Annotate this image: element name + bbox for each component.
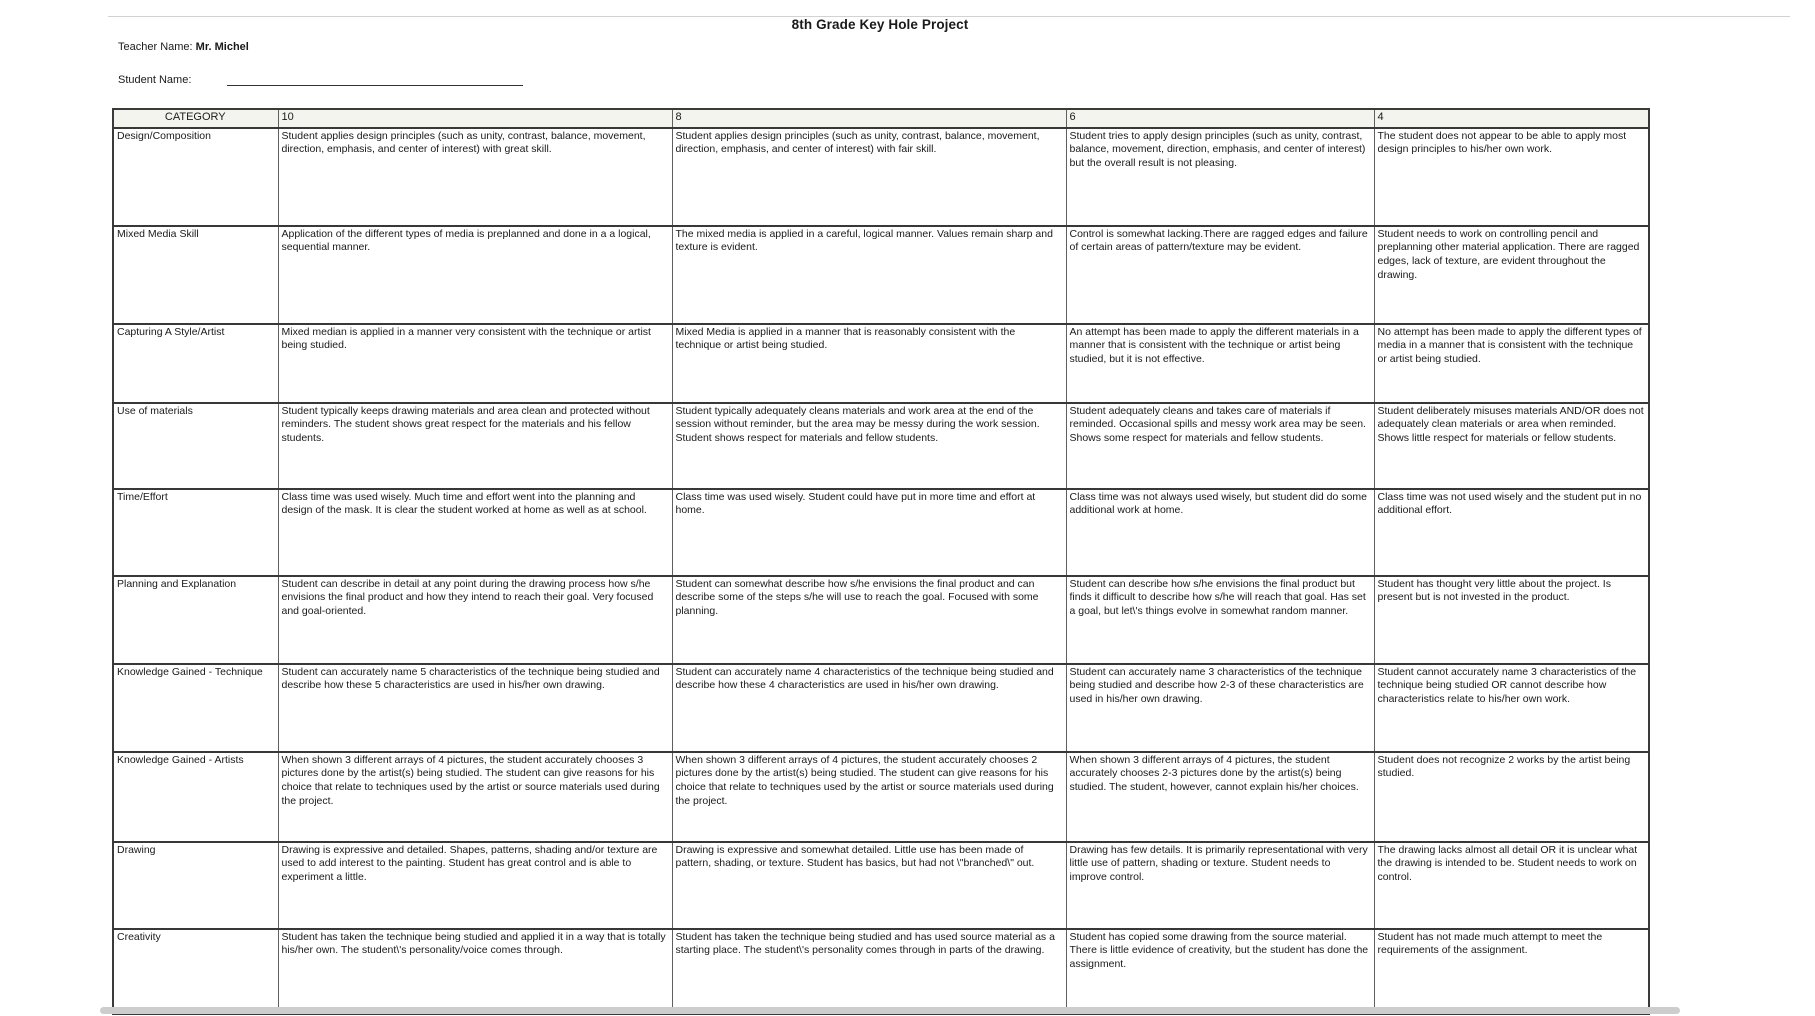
horizontal-scrollbar[interactable] — [100, 1007, 1680, 1014]
column-header-8: 8 — [672, 109, 1066, 128]
level-cell: Student has taken the technique being studied and has used source material as a starting place. The student\'s personality comes through in parts of the drawing. — [672, 929, 1066, 1014]
level-cell: The mixed media is applied in a careful, logical manner. Values remain sharp and texture is evident. — [672, 226, 1066, 324]
level-cell: The drawing lacks almost all detail OR it is unclear what the drawing is intended to be. Student needs to work on control. — [1374, 842, 1649, 929]
level-cell: Class time was not always used wisely, but student did do some additional work at home. — [1066, 489, 1374, 576]
category-cell: Mixed Media Skill — [113, 226, 278, 324]
level-cell: Student cannot accurately name 3 characteristics of the technique being studied OR cannot describe how characteristics relate to his/her own work. — [1374, 664, 1649, 752]
column-header-4: 4 — [1374, 109, 1649, 128]
category-cell: Knowledge Gained - Technique — [113, 664, 278, 752]
level-cell: The student does not appear to be able to apply most design principles to his/her own work. — [1374, 128, 1649, 226]
rubric-row — [113, 664, 1649, 752]
level-cell: Student typically keeps drawing materials and area clean and protected without reminders. The student shows great respect for the materials and his fellow students. — [278, 403, 672, 489]
student-name-blank-field — [227, 74, 523, 86]
rubric-row — [113, 226, 1649, 324]
level-cell: Drawing is expressive and somewhat detailed. Little use has been made of pattern, shading, or texture. Student has basics, but had not \"branched\" out. — [672, 842, 1066, 929]
category-cell: Planning and Explanation — [113, 576, 278, 664]
level-cell: Drawing has few details. It is primarily representational with very little use of pattern, shading or texture. Student needs to improve control. — [1066, 842, 1374, 929]
level-cell: An attempt has been made to apply the different materials in a manner that is consistent with the technique or artist being studied, but it is not effective. — [1066, 324, 1374, 403]
category-cell: Time/Effort — [113, 489, 278, 576]
level-cell: Student has copied some drawing from the source material. There is little evidence of creativity, but the student has done the assignment. — [1066, 929, 1374, 1014]
level-cell: Student needs to work on controlling pencil and preplanning other material application. There are ragged edges, lack of texture, are evident throughout the drawing. — [1374, 226, 1649, 324]
level-cell: Student has taken the technique being studied and applied it in a way that is totally his/her own. The student\'s personality/voice comes through. — [278, 929, 672, 1014]
student-name-label: Student Name: — [118, 74, 192, 86]
category-cell: Capturing A Style/Artist — [113, 324, 278, 403]
level-cell: Class time was used wisely. Much time and effort went into the planning and design of the mask. It is clear the student worked at home as well as at school. — [278, 489, 672, 576]
rubric-table-body — [113, 128, 1649, 1014]
level-cell: When shown 3 different arrays of 4 pictures, the student accurately chooses 2-3 pictures done by the artist(s) being studied. The student, however, cannot explain his/her choices. — [1066, 752, 1374, 842]
rubric-table-header — [113, 109, 1649, 128]
column-header-6: 6 — [1066, 109, 1374, 128]
teacher-name-line — [118, 41, 249, 53]
teacher-name-label: Teacher Name: — [118, 41, 193, 53]
category-cell: Drawing — [113, 842, 278, 929]
category-cell: Design/Composition — [113, 128, 278, 226]
rubric-row — [113, 489, 1649, 576]
level-cell: Mixed median is applied in a manner very consistent with the technique or artist being studied. — [278, 324, 672, 403]
rubric-header-row — [113, 109, 1649, 128]
level-cell: Student applies design principles (such as unity, contrast, balance, movement, direction, emphasis, and center of interest) with great skill. — [278, 128, 672, 226]
category-cell: Creativity — [113, 929, 278, 1014]
level-cell: When shown 3 different arrays of 4 pictures, the student accurately chooses 2 pictures done by the artist(s) being studied. The student can give reasons for his choice that relate to techniques used by the artist or source materials used during the project. — [672, 752, 1066, 842]
level-cell: Student can somewhat describe how s/he envisions the final product and can describe some of the steps s/he will use to reach the goal. Focused with some planning. — [672, 576, 1066, 664]
level-cell: Student deliberately misuses materials AND/OR does not adequately clean materials or area when reminded. Shows little respect for materials or fellow students. — [1374, 403, 1649, 489]
level-cell: Student can describe in detail at any point during the drawing process how s/he envisions the final product and how they intend to reach their goal. Very focused and goal-oriented. — [278, 576, 672, 664]
category-cell: Knowledge Gained - Artists — [113, 752, 278, 842]
student-name-line — [118, 74, 523, 86]
rubric-row — [113, 128, 1649, 226]
level-cell: When shown 3 different arrays of 4 pictures, the student accurately chooses 3 pictures done by the artist(s) being studied. The student can give reasons for his choice that relate to techniques used by the artist or source materials used during the project. — [278, 752, 672, 842]
level-cell: Student can accurately name 3 characteristics of the technique being studied and describe how 2-3 of these characteristics are used in his/her own drawing. — [1066, 664, 1374, 752]
rubric-row — [113, 929, 1649, 1014]
page-title: 8th Grade Key Hole Project — [791, 17, 969, 32]
rubric-table — [112, 108, 1650, 1015]
column-header-category: CATEGORY — [113, 109, 278, 128]
rubric-row — [113, 752, 1649, 842]
level-cell: Control is somewhat lacking.There are ragged edges and failure of certain areas of pattern/texture may be evident. — [1066, 226, 1374, 324]
level-cell: Student applies design principles (such as unity, contrast, balance, movement, direction, emphasis, and center of interest) with fair skill. — [672, 128, 1066, 226]
rubric-row — [113, 403, 1649, 489]
level-cell: Student adequately cleans and takes care of materials if reminded. Occasional spills and messy work area may be seen. Shows some respect for materials and fellow students. — [1066, 403, 1374, 489]
level-cell: Student can describe how s/he envisions the final product but finds it difficult to describe how s/he will reach that goal. Has set a goal, but let\'s things evolve in somewhat random manner. — [1066, 576, 1374, 664]
level-cell: Student has not made much attempt to meet the requirements of the assignment. — [1374, 929, 1649, 1014]
level-cell: Mixed Media is applied in a manner that is reasonably consistent with the technique or artist being studied. — [672, 324, 1066, 403]
level-cell: Student can accurately name 5 characteristics of the technique being studied and describe how these 5 characteristics are used in his/her own drawing. — [278, 664, 672, 752]
level-cell: Class time was used wisely. Student could have put in more time and effort at home. — [672, 489, 1066, 576]
level-cell: Student does not recognize 2 works by the artist being studied. — [1374, 752, 1649, 842]
teacher-name-value: Mr. Michel — [195, 41, 249, 53]
level-cell: Student has thought very little about the project. Is present but is not invested in the product. — [1374, 576, 1649, 664]
category-cell: Use of materials — [113, 403, 278, 489]
level-cell: Class time was not used wisely and the student put in no additional effort. — [1374, 489, 1649, 576]
column-header-10: 10 — [278, 109, 672, 128]
level-cell: Student typically adequately cleans materials and work area at the end of the session without reminder, but the area may be messy during the work session. Student shows respect for materials and fellow students. — [672, 403, 1066, 489]
level-cell: Student tries to apply design principles (such as unity, contrast, balance, movement, direction, emphasis, and center of interest) but the overall result is not pleasing. — [1066, 128, 1374, 226]
rubric-row — [113, 576, 1649, 664]
level-cell: Student can accurately name 4 characteristics of the technique being studied and describe how these 4 characteristics are used in his/her own drawing. — [672, 664, 1066, 752]
rubric-row — [113, 324, 1649, 403]
rubric-row — [113, 842, 1649, 929]
level-cell: No attempt has been made to apply the different types of media in a manner that is consistent with the technique or artist being studied. — [1374, 324, 1649, 403]
level-cell: Drawing is expressive and detailed. Shapes, patterns, shading and/or texture are used to add interest to the painting. Student has great control and is able to experiment a little. — [278, 842, 672, 929]
level-cell: Application of the different types of media is preplanned and done in a a logical, sequential manner. — [278, 226, 672, 324]
